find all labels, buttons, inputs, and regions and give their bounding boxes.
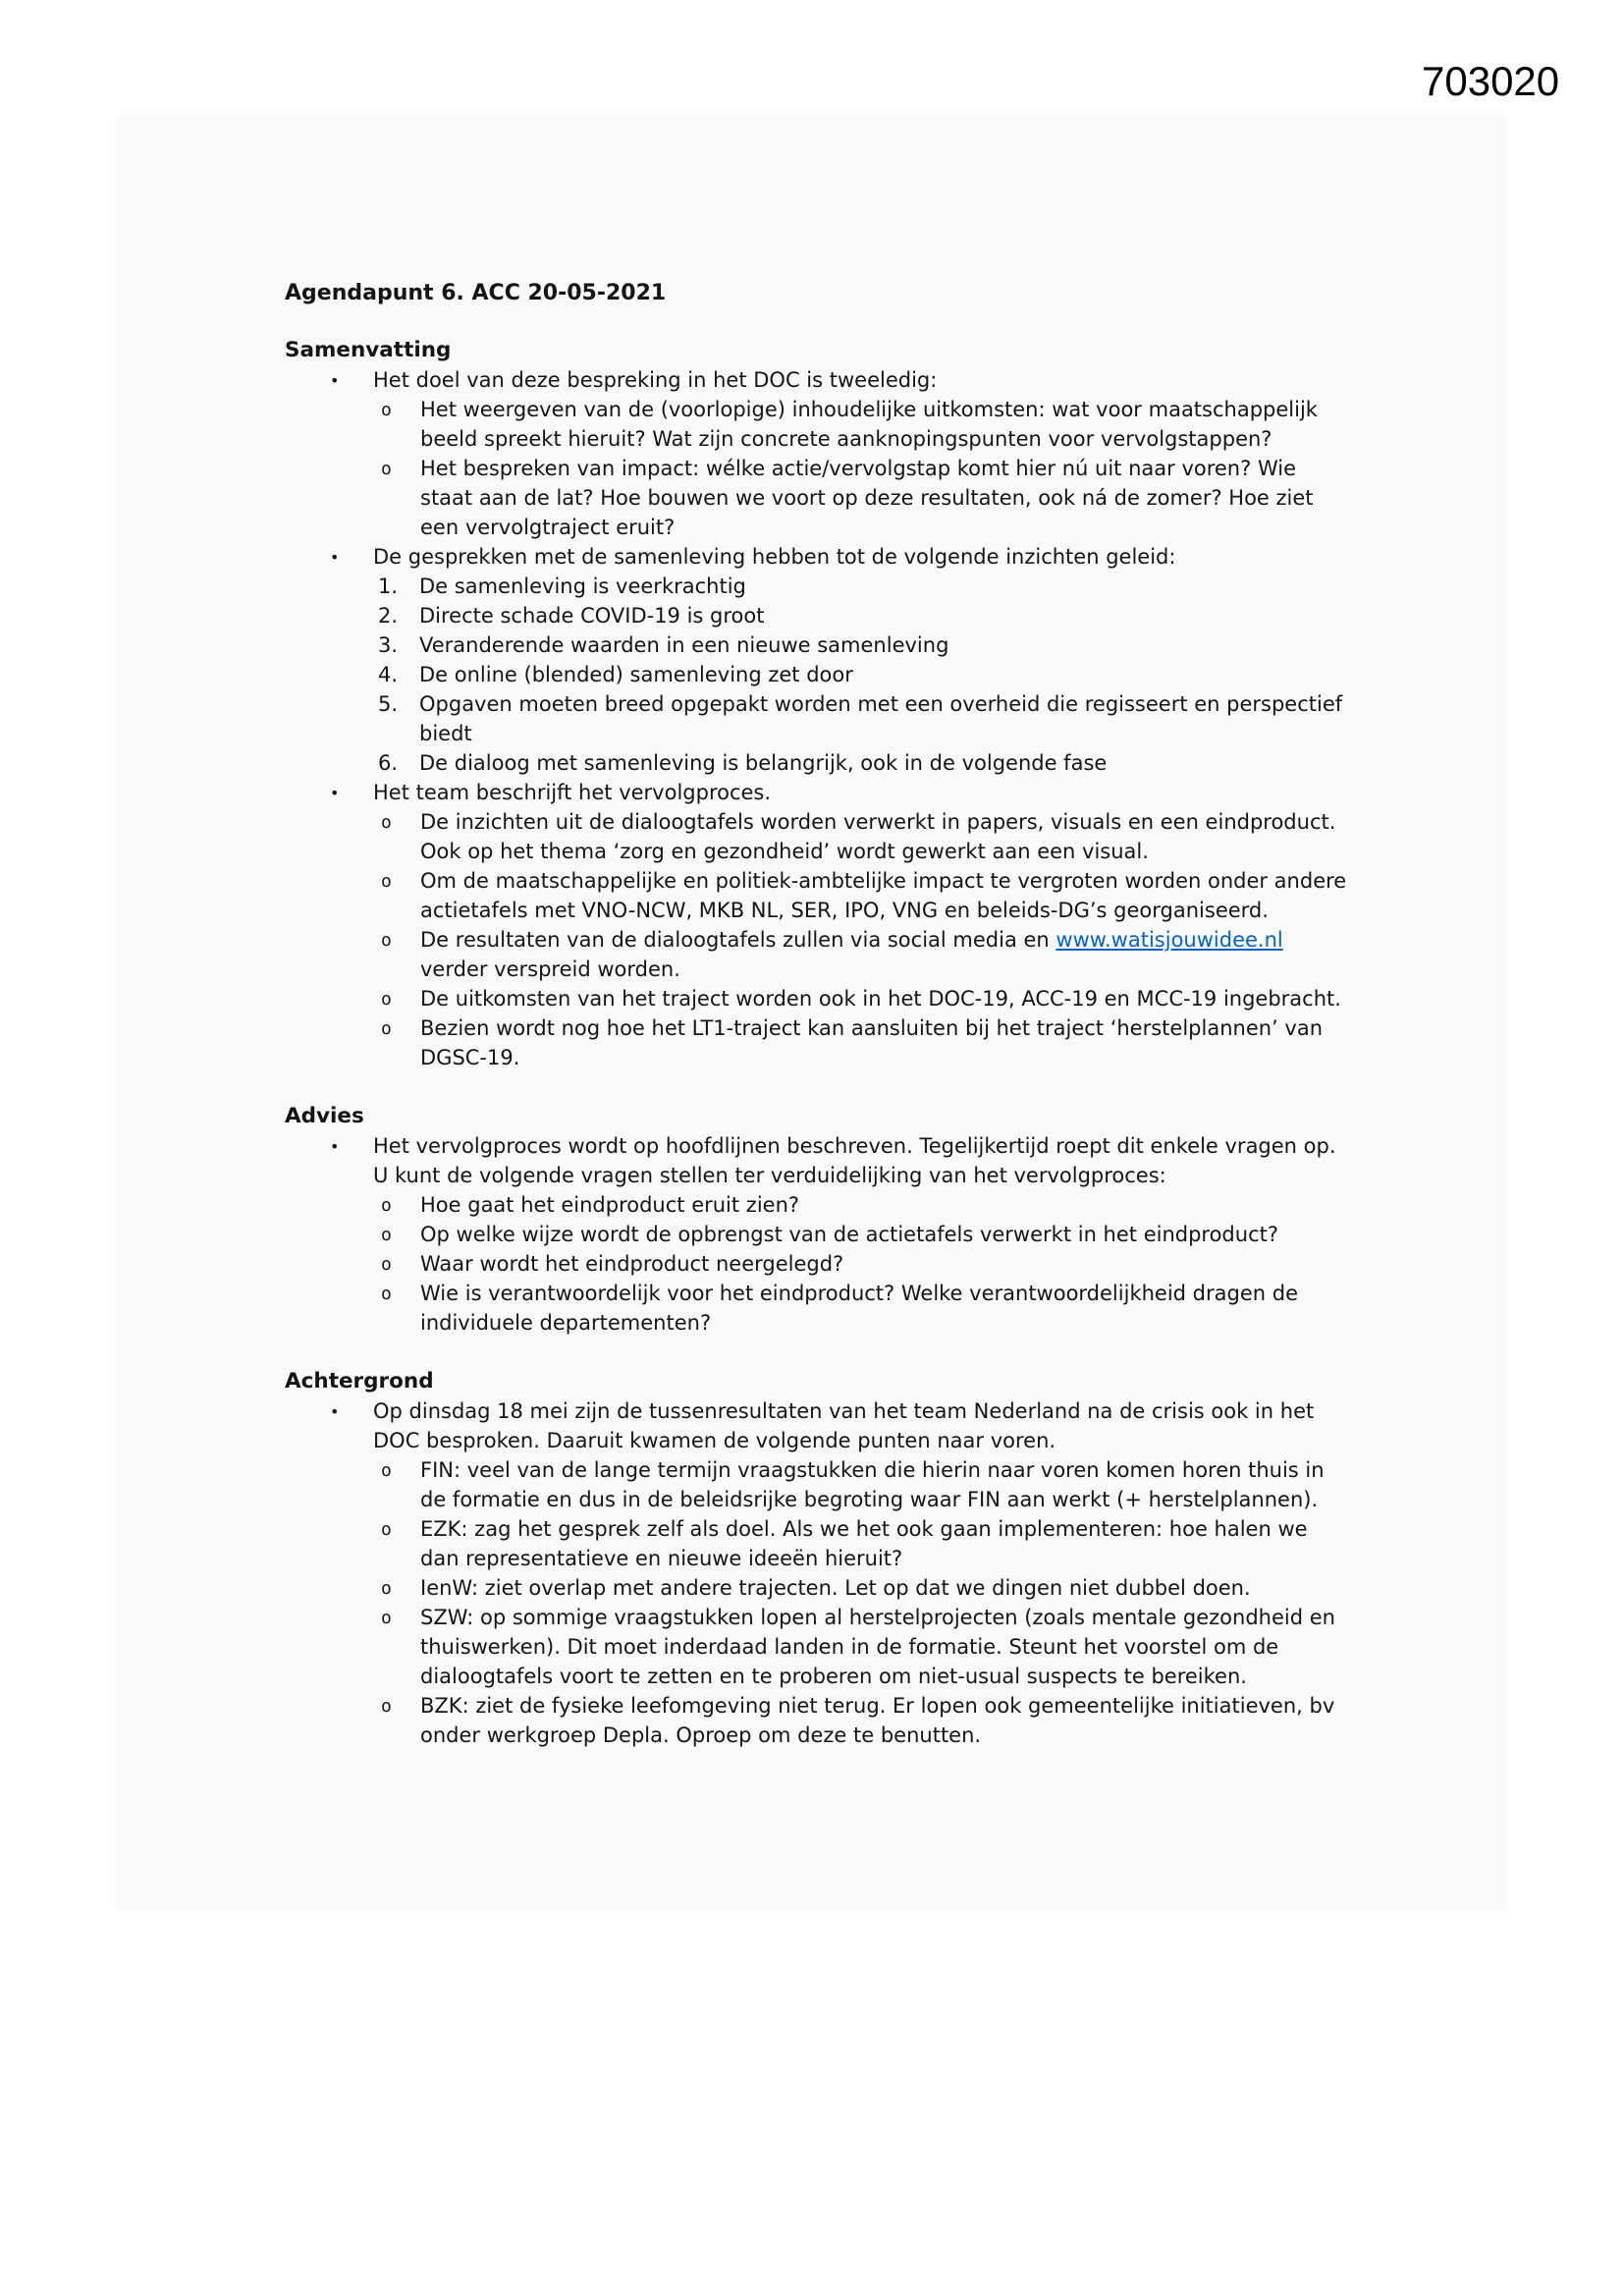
circle-bullet-icon: o	[381, 1225, 392, 1245]
numbered-item-text: De dialoog met samenleving is belangrijk, ook in de volgende fase	[419, 751, 1108, 775]
section-heading: Samenvatting	[285, 338, 452, 362]
section-heading: Achtergrond	[285, 1369, 434, 1394]
sub-bullet-item	[285, 1514, 1347, 1573]
sub-bullet-item	[285, 984, 1347, 1013]
hyperlink-watisjouwidee[interactable]: www.watisjouwidee.nl	[1056, 928, 1283, 952]
circle-bullet-icon: o	[381, 871, 392, 892]
sub-bullet-item	[285, 1013, 1347, 1072]
circle-bullet-icon: o	[381, 1018, 392, 1039]
circle-bullet-icon: o	[381, 812, 392, 833]
item-number: 1.	[378, 574, 399, 598]
sub-bullet-item	[285, 395, 1347, 454]
sub-bullet-text: IenW: ziet overlap met andere trajecten. Let op dat we dingen niet dubbel doen.	[420, 1576, 1251, 1600]
section-achtergrond	[285, 1367, 1347, 1750]
section-heading: Advies	[285, 1104, 364, 1128]
item-number: 2.	[378, 604, 399, 628]
sub-bullet-text: De uitkomsten van het traject worden ook in het DOC-19, ACC-19 en MCC-19 ingebracht.	[420, 987, 1341, 1011]
bullet-icon: •	[330, 371, 340, 390]
bullet-item-text: De gesprekken met de samenleving hebben tot de volgende inzichten geleid:	[373, 545, 1176, 569]
sub-bullet-text: SZW: op sommige vraagstukken lopen al herstelprojecten (zoals mentale gezondheid en thuiswerken). Dit moet inderdaad landen in de formatie. Steunt het voorstel om de dialoogtafels voort te zetten en te proberen om niet-usual suspects te bereiken.	[420, 1606, 1335, 1688]
sub-bullet-text: Bezien wordt nog hoe het LT1-traject kan aansluiten bij het traject ‘herstelplannen’ van DGSC-19.	[420, 1016, 1324, 1069]
circle-bullet-icon: o	[381, 1696, 392, 1717]
bullet-item	[285, 1396, 1347, 1455]
document-body	[285, 279, 1347, 1750]
numbered-item-text: Opgaven moeten breed opgepakt worden met een overheid die regisseert en perspectief biedt	[419, 692, 1343, 745]
item-number: 5.	[378, 692, 399, 716]
bullet-item	[285, 365, 1347, 395]
circle-bullet-icon: o	[381, 459, 392, 479]
sub-bullet-text: Waar wordt het eindproduct neergelegd?	[420, 1252, 844, 1276]
bullet-item-text: Het vervolgproces wordt op hoofdlijnen beschreven. Tegelijkertijd roept dit enkele vragen op. U kunt de volgende vragen stellen ter verduidelijking van het vervolgproces:	[373, 1134, 1336, 1187]
sub-bullet-item	[285, 1279, 1347, 1338]
numbered-item	[285, 601, 1347, 630]
circle-bullet-icon: o	[381, 1460, 392, 1481]
page-title: Agendapunt 6. ACC 20-05-2021	[285, 281, 667, 305]
circle-bullet-icon: o	[381, 1578, 392, 1599]
numbered-item	[285, 630, 1347, 660]
sub-bullet-text: Wie is verantwoordelijk voor het eindproduct? Welke verantwoordelijkheid dragen de individuele departementen?	[420, 1282, 1298, 1335]
sub-bullet-item	[285, 1691, 1347, 1750]
sub-bullet-item	[285, 1220, 1347, 1249]
sub-bullet-text: Het weergeven van de (voorlopige) inhoudelijke uitkomsten: wat voor maatschappelijk beeld spreekt hieruit? Wat zijn concrete aanknopingspunten voor vervolgstappen?	[420, 398, 1318, 451]
sub-bullet-text: Om de maatschappelijke en politiek-ambtelijke impact te vergroten worden onder andere actietafels met VNO-NCW, MKB NL, SER, IPO, VNG en beleids-DG’s georganiseerd.	[420, 869, 1347, 922]
sub-bullet-text-after-link: verder verspreid worden.	[420, 957, 680, 981]
sub-bullet-item	[285, 1455, 1347, 1514]
sub-bullet-text: Hoe gaat het eindproduct eruit zien?	[420, 1193, 800, 1217]
sub-bullet-text: BZK: ziet de fysieke leefomgeving niet terug. Er lopen ook gemeentelijke initiatieven, bv onder werkgroep Depla. Oproep om deze te benutten.	[420, 1694, 1335, 1747]
sub-bullet-item	[285, 454, 1347, 542]
bullet-icon: •	[330, 1137, 340, 1156]
sub-bullet-item	[285, 1603, 1347, 1691]
item-number: 4.	[378, 663, 399, 686]
circle-bullet-icon: o	[381, 1254, 392, 1275]
numbered-item	[285, 660, 1347, 689]
bullet-item-text: Op dinsdag 18 mei zijn de tussenresultaten van het team Nederland na de crisis ook in het DOC besproken. Daaruit kwamen de volgende punten naar voren.	[373, 1399, 1315, 1452]
bullet-item	[285, 778, 1347, 807]
sub-bullet-item	[285, 1190, 1347, 1220]
section-advies	[285, 1102, 1347, 1338]
sub-bullet-item	[285, 807, 1347, 866]
item-number: 3.	[378, 633, 399, 657]
sub-bullet-item	[285, 1249, 1347, 1279]
bullet-icon: •	[330, 784, 340, 802]
sub-bullet-text-before-link: De resultaten van de dialoogtafels zullen via social media en	[420, 928, 1056, 952]
bullet-icon: •	[330, 548, 340, 567]
numbered-item-text: Directe schade COVID-19 is groot	[419, 604, 765, 628]
circle-bullet-icon: o	[381, 1519, 392, 1540]
bullet-item-text: Het doel van deze bespreking in het DOC is tweeledig:	[373, 368, 938, 392]
numbered-item	[285, 689, 1347, 748]
circle-bullet-icon: o	[381, 930, 392, 951]
numbered-item-text: De online (blended) samenleving zet door	[419, 663, 853, 686]
numbered-item-text: Veranderende waarden in een nieuwe samenleving	[419, 633, 949, 657]
sub-bullet-text: De inzichten uit de dialoogtafels worden verwerkt in papers, visuals en een eindproduct. Ook op het thema ‘zorg en gezondheid’ wordt gewerkt aan een visual.	[420, 810, 1336, 863]
sub-bullet-item	[285, 925, 1347, 984]
bullet-icon: •	[330, 1402, 340, 1421]
circle-bullet-icon: o	[381, 400, 392, 420]
circle-bullet-icon: o	[381, 989, 392, 1010]
circle-bullet-icon: o	[381, 1195, 392, 1216]
sub-bullet-text: Het bespreken van impact: wélke actie/vervolgstap komt hier nú uit naar voren? Wie staat aan de lat? Hoe bouwen we voort op deze resultaten, ook ná de zomer? Hoe ziet een vervolgtraject eruit?	[420, 457, 1314, 539]
sub-bullet-text: Op welke wijze wordt de opbrengst van de actietafels verwerkt in het eindproduct?	[420, 1223, 1279, 1246]
circle-bullet-icon: o	[381, 1608, 392, 1628]
numbered-item	[285, 572, 1347, 601]
bullet-item-text: Het team beschrijft het vervolgproces.	[373, 781, 772, 804]
item-number: 6.	[378, 751, 399, 775]
sub-bullet-item	[285, 1573, 1347, 1603]
numbered-item	[285, 748, 1347, 778]
numbered-item-text: De samenleving is veerkrachtig	[419, 574, 746, 598]
section-samenvatting	[285, 336, 1347, 1072]
circle-bullet-icon: o	[381, 1284, 392, 1304]
sub-bullet-item	[285, 866, 1347, 925]
bullet-item	[285, 542, 1347, 572]
sub-bullet-text: FIN: veel van de lange termijn vraagstukken die hierin naar voren komen horen thuis in de formatie en dus in de beleidsrijke begroting waar FIN aan werkt (+ herstelplannen).	[420, 1458, 1325, 1511]
page-id-number: 703020	[1422, 58, 1560, 104]
bullet-item	[285, 1131, 1347, 1190]
sub-bullet-text: EZK: zag het gesprek zelf als doel. Als we het ook gaan implementeren: hoe halen we dan representatieve en nieuwe ideeën hieruit?	[420, 1517, 1308, 1570]
